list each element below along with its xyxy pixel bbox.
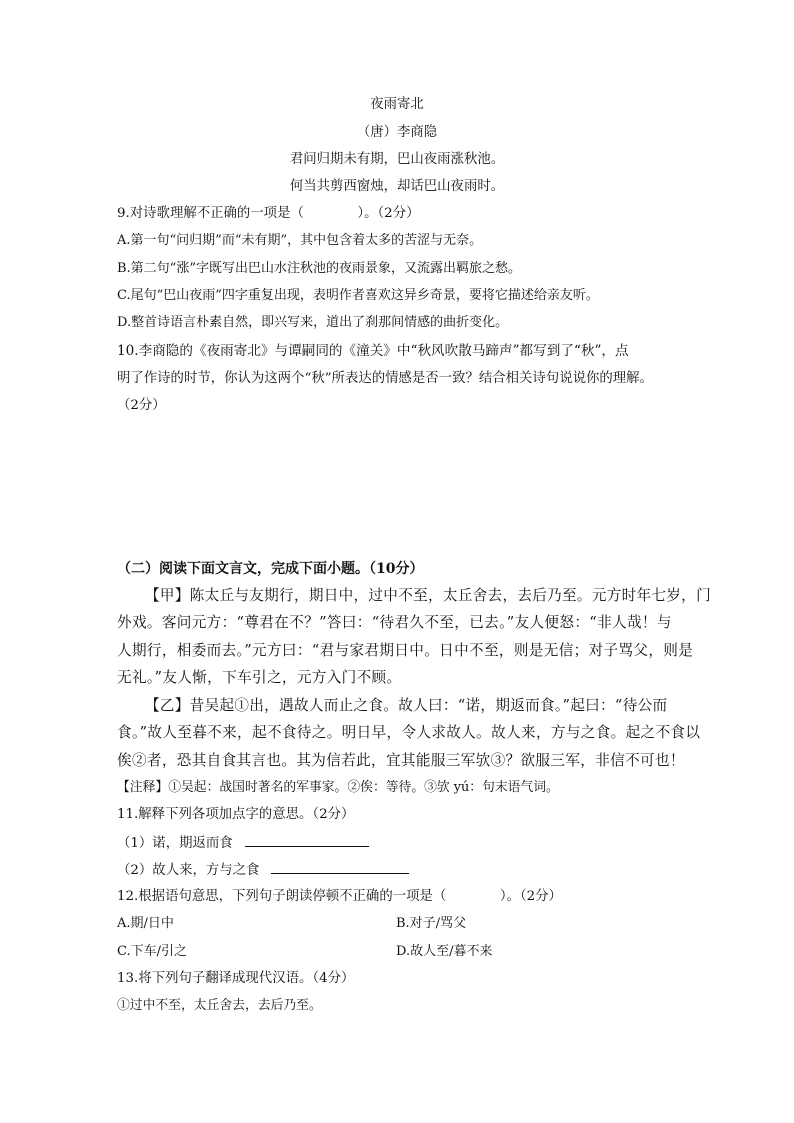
q11-stem: 11.解释下列各项加点字的意思。（2分） — [117, 807, 355, 822]
q10-line-1: 10.李商隐的《夜雨寄北》与谭嗣同的《潼关》中“秋风吹散马蹄声”都写到了“秋”，点 — [117, 343, 629, 359]
passage-jia-line-1: 【甲】陈太丘与友期行，期日中，过中不至，太丘舍去，去后乃至。元方时年七岁，门 — [145, 587, 711, 604]
q9-option-c: C.尾句“巴山夜雨”四字重复出现，表明作者喜欢这异乡奇景，要将它描述给亲友听。 — [117, 288, 599, 303]
q12-option-d: D.故人至/暮不来 — [396, 944, 493, 959]
q11-item-2-text: （2）故人来，方与之食 — [117, 863, 260, 878]
q9-option-b: B.第二句“涨”字既写出巴山水注秋池的夜雨景象，又流露出羁旅之愁。 — [117, 261, 521, 276]
q11-item-1-text: （1）诺，期返而食 — [117, 836, 233, 851]
q11-item-2 — [117, 861, 409, 880]
q9-stem: 9.对诗歌理解不正确的一项是（ ）。（2分） — [117, 206, 420, 221]
poem-line-2: 何当共剪西窗烛，却话巴山夜雨时。 — [289, 179, 505, 194]
passage-yi-line-3: 俟②者，恐其自食其言也。其为信若此，宜其能服三军欤③？欲服三军，非信不可也！ — [117, 752, 685, 769]
q12-stem: 12.根据语句意思，下列句子朗读停顿不正确的一项是（ ）。（2分） — [117, 889, 562, 904]
q9-option-d: D.整首诗语言朴素自然，即兴写来，道出了刹那间情感的曲折变化。 — [117, 315, 509, 330]
passage-yi-line-2: 食。”故人至暮不来，起不食待之。明日早，令人求故人。故人来，方与之食。起之不食以 — [117, 724, 701, 741]
q11-item-1 — [117, 834, 369, 853]
passage-jia-line-4: 无礼。”友人惭，下车引之，元方入门不顾。 — [117, 669, 402, 686]
q11-answer-blank-2[interactable] — [271, 861, 409, 874]
q13-item-1: ①过中不至，太丘舍去，去后乃至。 — [117, 998, 322, 1013]
q10-line-2: 明了作诗的时节，你认为这两个“秋”所表达的情感是否一致？结合相关诗句说说你的理解。 — [117, 371, 653, 386]
q9-option-a: A.第一句“问归期”而“未有期”，其中包含着太多的苦涩与无奈。 — [117, 233, 483, 248]
passage-yi-line-1: 【乙】昔吴起①出，遇故人而止之食。故人曰：“诺，期返而食。”起曰：“待公而 — [145, 697, 668, 714]
q12-option-a: A.期/日中 — [117, 916, 174, 931]
annotation-notes: 【注释】①吴起：战国时著名的军事家。②俟：等待。③欤 yú：句末语气词。 — [117, 780, 559, 795]
q12-option-c: C.下车/引之 — [117, 944, 187, 959]
q13-stem: 13.将下列句子翻译成现代汉语。（4分） — [117, 971, 355, 986]
passage-jia-line-3: 人期行，相委而去。”元方曰：“君与家君期日中。日中不至，则是无信；对子骂父，则是 — [117, 642, 694, 659]
q12-option-b: B.对子/骂父 — [396, 916, 467, 931]
poem-title: 夜雨寄北 — [370, 97, 424, 112]
passage-jia-line-2: 外戏。客问元方：“尊君在不？”答曰：“待君久不至，已去。”友人便怒：“非人哉！与 — [117, 614, 672, 631]
poem-author: （唐）李商隐 — [356, 125, 438, 140]
section-2-heading: （二）阅读下面文言文，完成下面小题。（10分） — [117, 561, 424, 577]
q10-line-3: （2分） — [117, 398, 166, 413]
q11-answer-blank-1[interactable] — [245, 834, 369, 847]
poem-line-1: 君问归期未有期，巴山夜雨涨秋池。 — [289, 152, 505, 167]
